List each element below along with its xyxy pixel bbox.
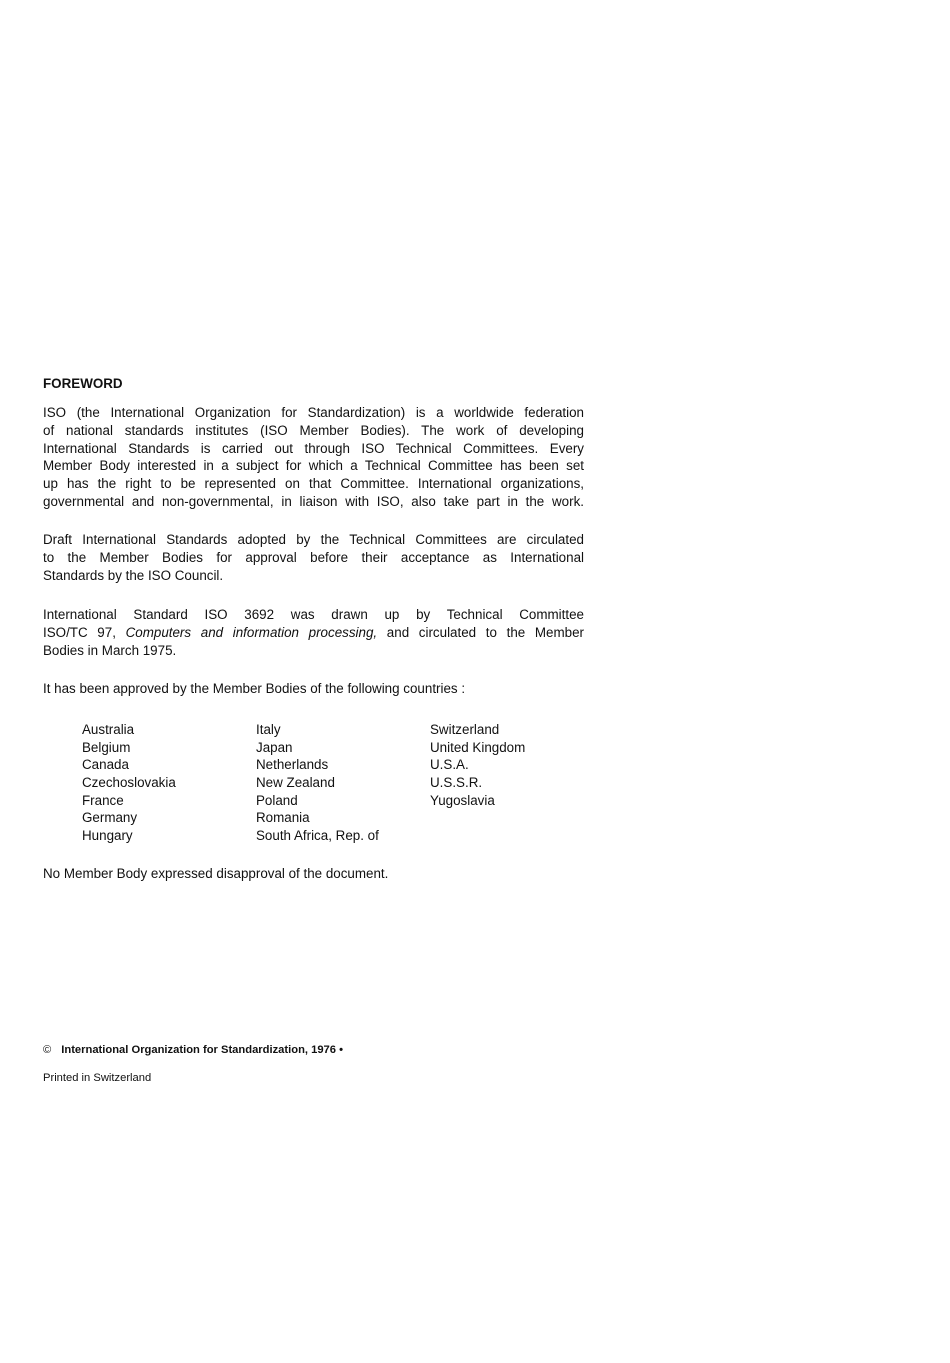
country: New Zealand <box>256 775 335 791</box>
country-column-2 <box>256 721 379 845</box>
country: Belgium <box>82 739 131 755</box>
text-line: governmental and non-governmental, in liaison with ISO, also take part in the work. <box>43 493 584 509</box>
approval-intro: It has been approved by the Member Bodies of the following countries : <box>43 681 466 696</box>
country: Italy <box>256 722 281 737</box>
country: United Kingdom <box>430 739 526 755</box>
text-line: Draft International Standards adopted by the Technical Committees are circulated <box>43 532 584 547</box>
country: Romania <box>256 810 310 826</box>
text-line: Member Body interested in a subject for which a Technical Committee has been set <box>43 458 584 474</box>
country: Yugoslavia <box>430 792 495 808</box>
foreword-paragraph-1 <box>43 404 584 511</box>
country: Japan <box>256 739 293 755</box>
text-line: of national standards institutes (ISO Member Bodies). The work of developing <box>43 422 584 438</box>
printed-in: Printed in Switzerland <box>43 1072 152 1084</box>
country: Switzerland <box>430 722 500 737</box>
country: Poland <box>256 792 298 808</box>
foreword-paragraph-2 <box>43 531 584 584</box>
copyright-notice: © International Organization for Standardization, 1976 • <box>43 1044 344 1056</box>
text-line: Standards by the ISO Council. <box>43 567 224 583</box>
text-line: to the Member Bodies for approval before their acceptance as International <box>43 549 584 565</box>
country: France <box>82 792 124 808</box>
foreword-paragraph-3 <box>43 606 584 659</box>
text-line: ISO (the International Organization for Standardization) is a worldwide federation <box>43 405 584 420</box>
country: Germany <box>82 810 138 826</box>
country-column-1 <box>82 721 176 845</box>
foreword-heading: FOREWORD <box>43 376 123 391</box>
text-line: ISO/TC 97, Computers and information processing, and circulated to the Member <box>43 624 584 640</box>
country: Netherlands <box>256 757 329 773</box>
country: Czechoslovakia <box>82 775 176 791</box>
country: Hungary <box>82 828 133 844</box>
country-column-3 <box>430 721 525 809</box>
country: U.S.S.R. <box>430 775 483 791</box>
text-line: International Standards is carried out through ISO Technical Committees. Every <box>43 440 584 456</box>
disapproval-note: No Member Body expressed disapproval of the document. <box>43 866 389 881</box>
copyright-icon: © <box>43 1044 52 1056</box>
text-line: Bodies in March 1975. <box>43 642 177 658</box>
country: Canada <box>82 757 129 773</box>
text-line: International Standard ISO 3692 was drawn up by Technical Committee <box>43 607 584 622</box>
country: South Africa, Rep. of <box>256 828 379 844</box>
committee-title: Computers and information processing, <box>125 624 378 640</box>
country: Australia <box>82 722 135 737</box>
country: U.S.A. <box>430 757 469 773</box>
text-line: up has the right to be represented on that Committee. International organizations, <box>43 476 584 492</box>
